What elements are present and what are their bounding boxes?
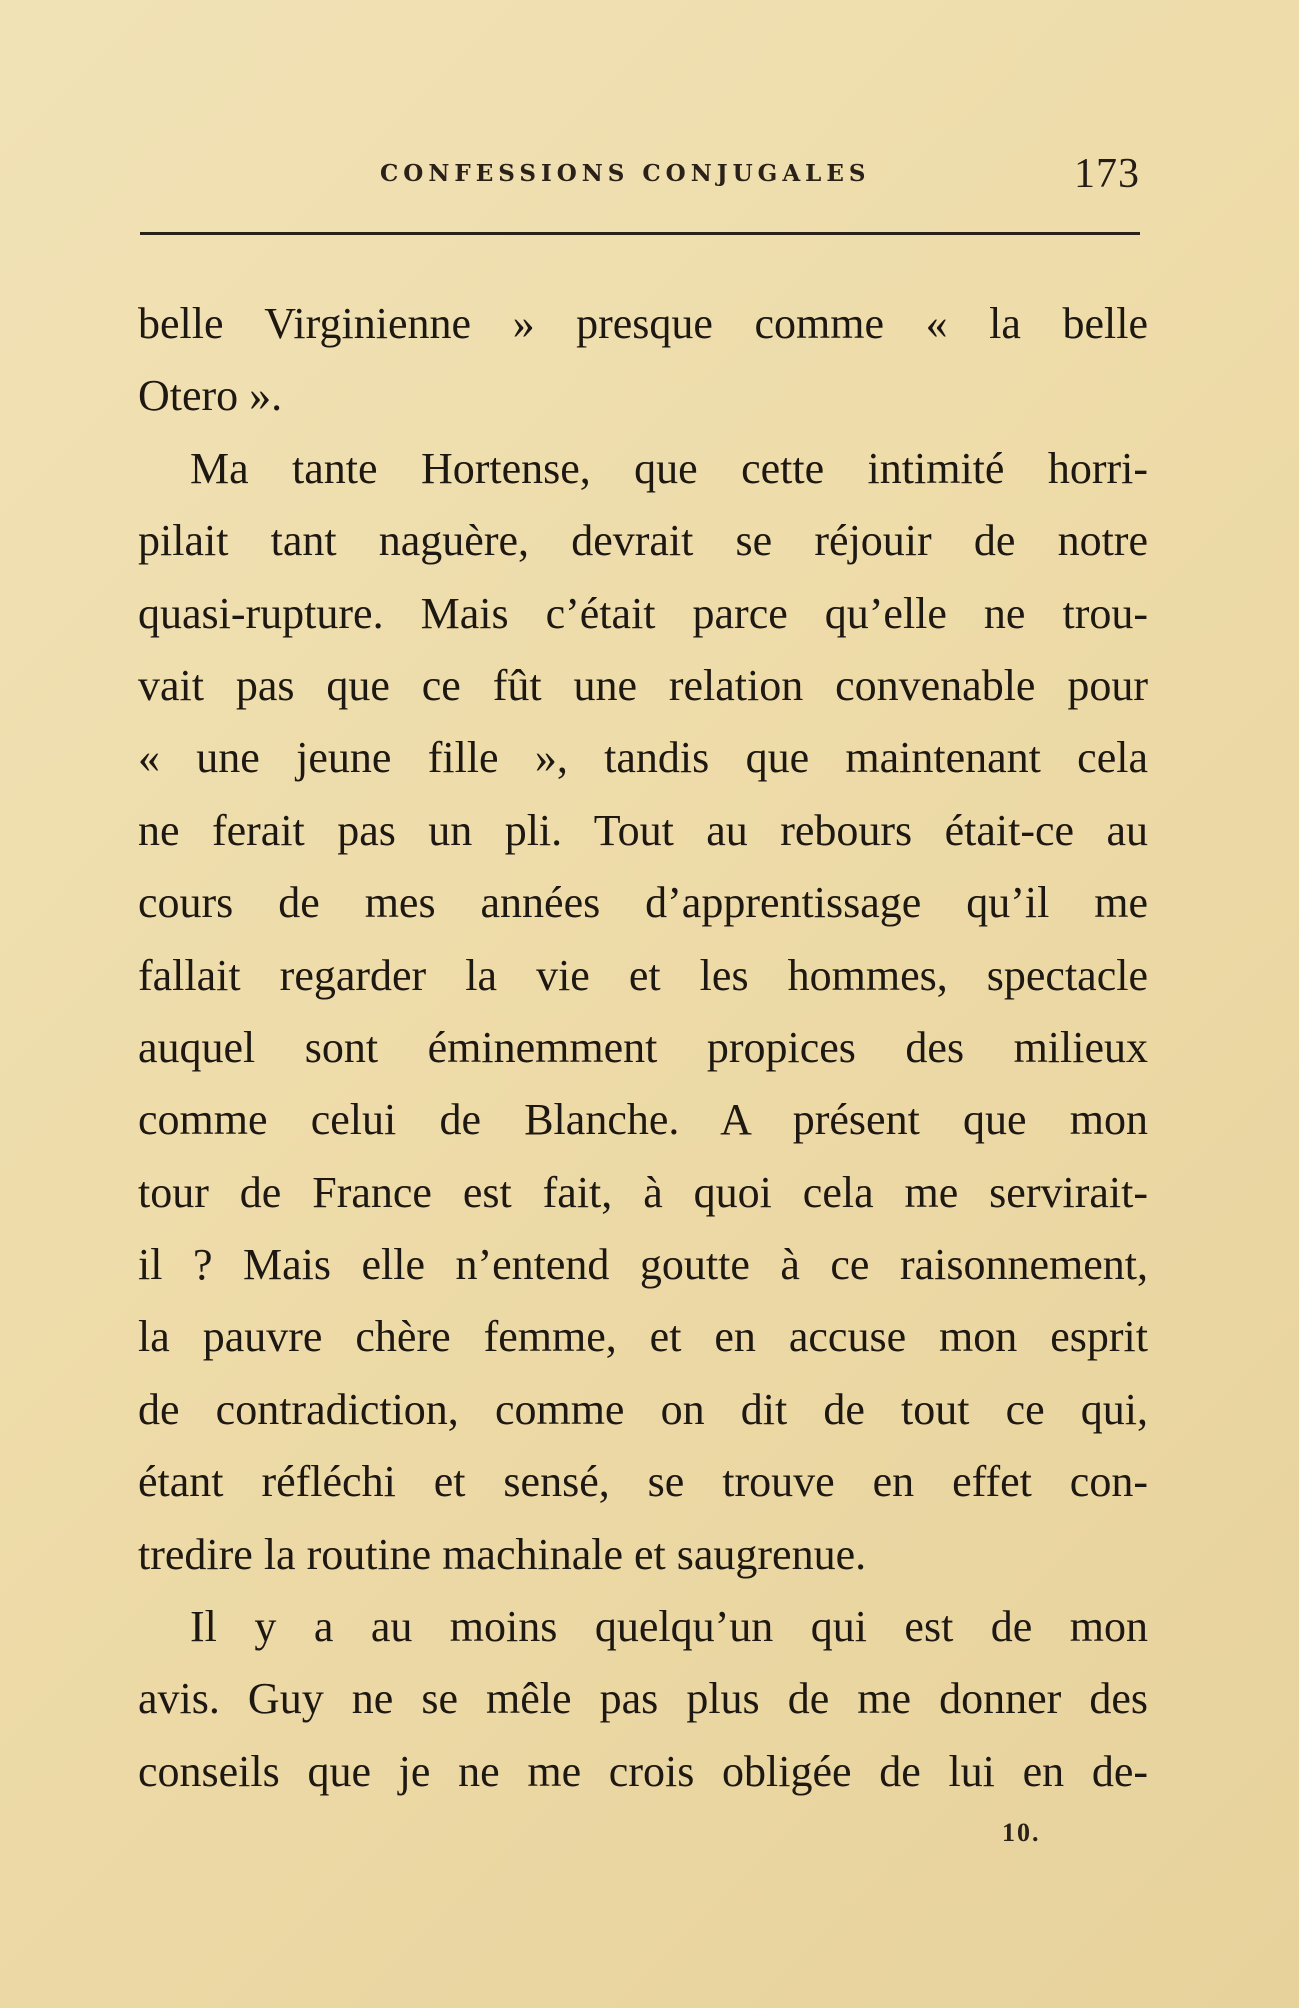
text-line: tredire la routine machinale et saugrenue. [138, 1529, 867, 1579]
text-line: fallait regarder la vie et les hommes, spectacle [138, 950, 1148, 1000]
body-text [138, 288, 1148, 1808]
text-line: vait pas que ce fût une relation convenable pour [138, 660, 1148, 710]
text-line: pilait tant naguère, devrait se réjouir de notre [138, 516, 1148, 566]
text-line: Il y a au moins quelqu’un qui est de mon [190, 1602, 1148, 1652]
header-rule [140, 232, 1140, 235]
text-line: ne ferait pas un pli. Tout au rebours était-ce au [138, 805, 1148, 855]
text-line: conseils que je ne me crois obligée de lui en de- [138, 1746, 1148, 1796]
text-line: quasi-rupture. Mais c’était parce qu’elle ne trou- [138, 588, 1148, 638]
running-head [140, 150, 1140, 210]
text-line: la pauvre chère femme, et en accuse mon esprit [138, 1312, 1148, 1362]
text-line: étant réfléchi et sensé, se trouve en effet con- [138, 1457, 1148, 1507]
text-line: « une jeune fille », tandis que maintenant cela [138, 733, 1148, 783]
text-line: Otero ». [138, 371, 283, 421]
signature-mark: 10. [1002, 1818, 1041, 1847]
text-line: Ma tante Hortense, que cette intimité horri- [190, 443, 1148, 493]
text-line: belle Virginienne » presque comme « la belle [138, 299, 1148, 348]
text-line: auquel sont éminemment propices des milieux [138, 1022, 1148, 1072]
text-line: cours de mes années d’apprentissage qu’il me [138, 878, 1148, 928]
running-title: CONFESSIONS CONJUGALES [380, 160, 871, 187]
text-line: il ? Mais elle n’entend goutte à ce raisonnement, [138, 1240, 1148, 1290]
text-line: de contradiction, comme on dit de tout ce qui, [138, 1384, 1148, 1434]
text-line: avis. Guy ne se mêle pas plus de me donner des [138, 1674, 1148, 1724]
text-line: tour de France est fait, à quoi cela me servirait- [138, 1167, 1148, 1217]
text-line: comme celui de Blanche. A présent que mon [138, 1095, 1148, 1145]
page-number: 173 [1074, 151, 1140, 197]
